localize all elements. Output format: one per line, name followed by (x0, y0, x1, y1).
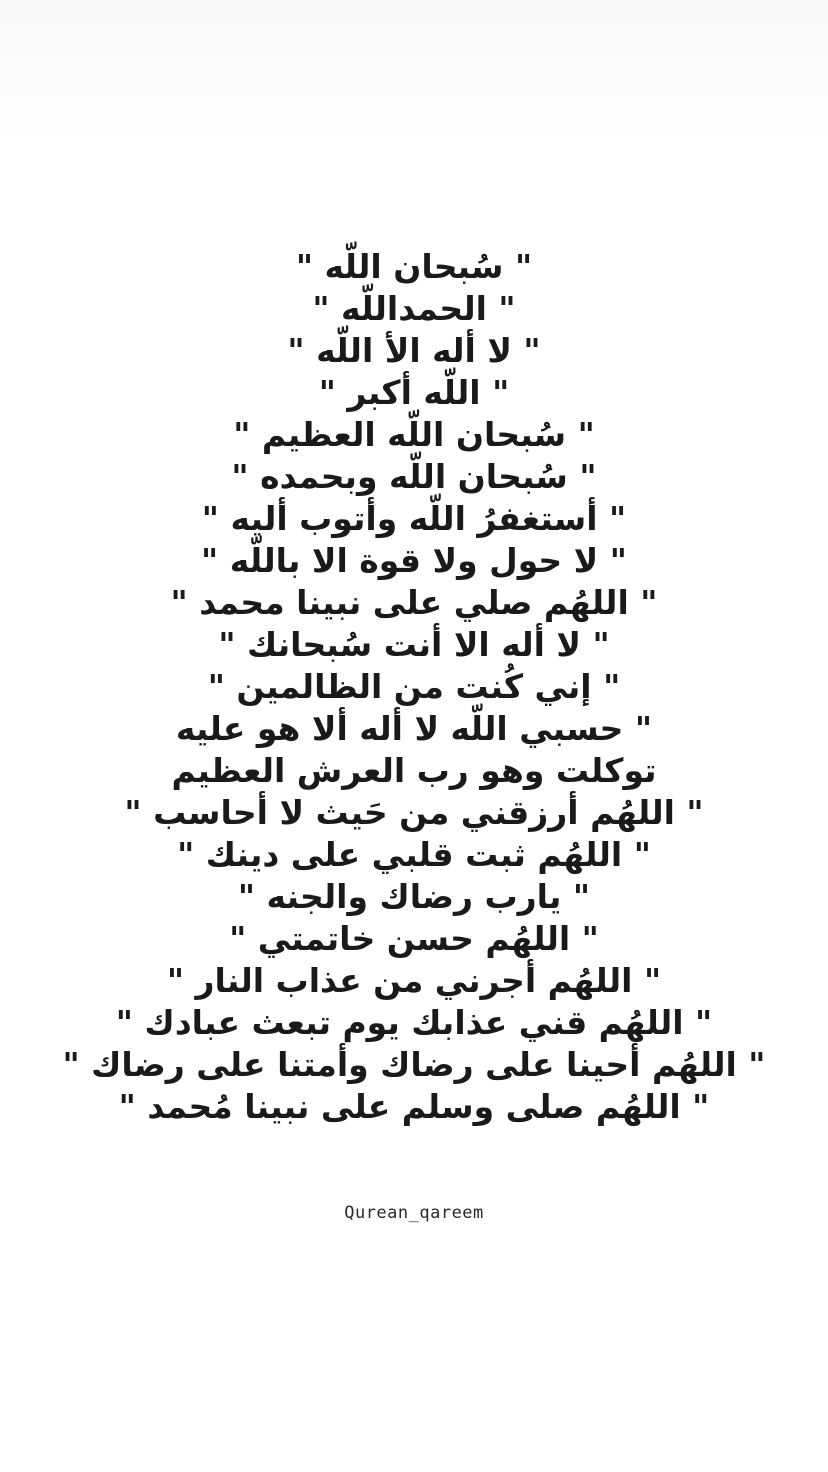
dhikr-line: " اللهُم أرزقني من حَيث لا أحاسب " (124, 793, 704, 832)
watermark-username: Qurean_qareem (344, 1203, 484, 1223)
dhikr-line: " لا أله الأ اللّه " (287, 331, 541, 370)
dhikr-line: " اللهُم أجرني من عذاب النار " (166, 961, 662, 1000)
dhikr-line: " يارب رضاك والجنه " (237, 877, 591, 916)
dhikr-line: " إني كُنت من الظالمين " (207, 667, 621, 706)
dhikr-line: " اللهُم صلى وسلم على نبينا مُحمد " (118, 1087, 710, 1126)
dhikr-line: " اللهُم صلي على نبينا محمد " (170, 583, 658, 622)
dhikr-line: " اللّه أكبر " (318, 373, 510, 412)
dhikr-line: " سُبحان اللّه العظيم " (233, 415, 595, 454)
dhikr-line: " اللهُم قني عذابك يوم تبعث عبادك " (115, 1003, 713, 1042)
dhikr-line: " سُبحان اللّه " (295, 247, 533, 286)
dhikr-list (0, 246, 828, 1128)
dhikr-line: " اللهُم حسن خاتمتي " (229, 919, 599, 958)
dhikr-line: " لا حول ولا قوة الا باللّه " (201, 541, 627, 580)
dhikr-line: " الحمداللّه " (312, 289, 516, 328)
dhikr-line: " اللهُم ثبت قلبي على دينك " (177, 835, 651, 874)
dhikr-line: " اللهُم أحينا على رضاك وأمتنا على رضاك " (62, 1045, 766, 1084)
top-shade (0, 0, 828, 140)
dhikr-line: توكلت وهو رب العرش العظيم (171, 751, 657, 790)
dhikr-line: " لا أله الا أنت سُبحانك " (218, 625, 610, 664)
dhikr-line: " أستغفرُ اللّه وأتوب أليه " (201, 499, 627, 538)
dhikr-line: " سُبحان اللّه وبحمده " (231, 457, 597, 496)
dhikr-line: " حسبي اللّه لا أله ألا هو عليه (175, 709, 653, 748)
